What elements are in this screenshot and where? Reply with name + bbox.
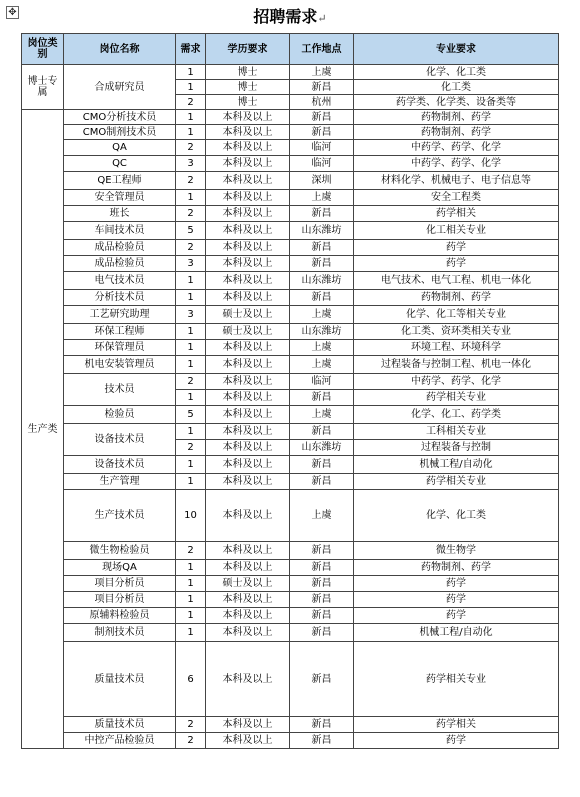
education-cell: 本科及以上 (206, 474, 290, 490)
position-name-cell: QA (64, 140, 176, 156)
count-cell: 1 (176, 125, 206, 140)
table-row (22, 125, 559, 140)
major-cell: 微生物学 (354, 542, 559, 560)
count-cell: 1 (176, 324, 206, 340)
position-name-cell: 机电安装管理员 (64, 356, 176, 374)
position-name-cell: 技术员 (64, 374, 176, 406)
education-cell: 本科及以上 (206, 172, 290, 190)
education-cell: 本科及以上 (206, 110, 290, 125)
table-row (22, 256, 559, 272)
count-cell: 1 (176, 356, 206, 374)
count-cell: 1 (176, 272, 206, 290)
location-cell: 新昌 (290, 474, 354, 490)
table-header-row (22, 34, 559, 65)
major-cell: 药学 (354, 240, 559, 256)
position-name-cell: 车间技术员 (64, 222, 176, 240)
header-major: 专业要求 (354, 34, 559, 65)
table-row (22, 240, 559, 256)
count-cell: 3 (176, 156, 206, 172)
position-name-cell: 设备技术员 (64, 456, 176, 474)
education-cell: 本科及以上 (206, 222, 290, 240)
major-cell: 化学、化工、药学类 (354, 406, 559, 424)
paragraph-mark-icon: ↵ (317, 12, 327, 25)
location-cell: 深圳 (290, 172, 354, 190)
major-cell: 药学 (354, 576, 559, 592)
location-cell: 新昌 (290, 624, 354, 642)
education-cell: 本科及以上 (206, 406, 290, 424)
major-cell: 化学、化工类 (354, 65, 559, 80)
location-cell: 杭州 (290, 95, 354, 110)
position-name-cell: 环保工程师 (64, 324, 176, 340)
major-cell: 药学类、化学类、设备类等 (354, 95, 559, 110)
major-cell: 化学、化工类 (354, 490, 559, 542)
table-row (22, 624, 559, 642)
count-cell: 2 (176, 206, 206, 222)
location-cell: 新昌 (290, 80, 354, 95)
location-cell: 新昌 (290, 125, 354, 140)
major-cell: 化工相关专业 (354, 222, 559, 240)
major-cell: 机械工程/自动化 (354, 456, 559, 474)
category-cell-doctor: 博士专属 (22, 65, 64, 110)
table-row (22, 206, 559, 222)
major-cell: 药学 (354, 733, 559, 749)
table-row (22, 272, 559, 290)
count-cell: 2 (176, 717, 206, 733)
count-cell: 1 (176, 560, 206, 576)
table-row (22, 306, 559, 324)
location-cell: 新昌 (290, 390, 354, 406)
education-cell: 本科及以上 (206, 272, 290, 290)
education-cell: 本科及以上 (206, 456, 290, 474)
location-cell: 新昌 (290, 256, 354, 272)
position-name-cell: QC (64, 156, 176, 172)
location-cell: 新昌 (290, 110, 354, 125)
count-cell: 2 (176, 440, 206, 456)
location-cell: 山东潍坊 (290, 324, 354, 340)
position-name-cell: 安全管理员 (64, 190, 176, 206)
position-name-cell: 合成研究员 (64, 65, 176, 110)
location-cell: 上虞 (290, 306, 354, 324)
location-cell: 新昌 (290, 608, 354, 624)
major-cell: 药学相关专业 (354, 474, 559, 490)
education-cell: 本科及以上 (206, 374, 290, 390)
position-name-cell: 设备技术员 (64, 424, 176, 456)
location-cell: 上虞 (290, 356, 354, 374)
count-cell: 2 (176, 172, 206, 190)
table-row (22, 290, 559, 306)
education-cell: 本科及以上 (206, 240, 290, 256)
education-cell: 博士 (206, 65, 290, 80)
location-cell: 新昌 (290, 592, 354, 608)
position-name-cell: 微生物检验员 (64, 542, 176, 560)
table-row (22, 642, 559, 717)
table-row (22, 592, 559, 608)
count-cell: 2 (176, 542, 206, 560)
education-cell: 本科及以上 (206, 592, 290, 608)
location-cell: 新昌 (290, 560, 354, 576)
position-name-cell: 工艺研究助理 (64, 306, 176, 324)
education-cell: 本科及以上 (206, 156, 290, 172)
position-name-cell: 环保管理员 (64, 340, 176, 356)
education-cell: 本科及以上 (206, 290, 290, 306)
header-position: 岗位名称 (64, 34, 176, 65)
position-name-cell: 质量技术员 (64, 642, 176, 717)
education-cell: 本科及以上 (206, 733, 290, 749)
count-cell: 1 (176, 340, 206, 356)
count-cell: 1 (176, 424, 206, 440)
major-cell: 药学 (354, 592, 559, 608)
major-cell: 化工类 (354, 80, 559, 95)
education-cell: 博士 (206, 95, 290, 110)
location-cell: 新昌 (290, 240, 354, 256)
header-education: 学历要求 (206, 34, 290, 65)
count-cell: 1 (176, 624, 206, 642)
education-cell: 本科及以上 (206, 560, 290, 576)
table-row (22, 110, 559, 125)
education-cell: 本科及以上 (206, 717, 290, 733)
count-cell: 1 (176, 474, 206, 490)
count-cell: 2 (176, 140, 206, 156)
count-cell: 2 (176, 733, 206, 749)
count-cell: 5 (176, 222, 206, 240)
table-row (22, 374, 559, 390)
education-cell: 硕士及以上 (206, 576, 290, 592)
position-name-cell: 现场QA (64, 560, 176, 576)
location-cell: 上虞 (290, 190, 354, 206)
position-name-cell: 电气技术员 (64, 272, 176, 290)
education-cell: 本科及以上 (206, 424, 290, 440)
major-cell: 中药学、药学、化学 (354, 140, 559, 156)
major-cell: 药物制剂、药学 (354, 290, 559, 306)
position-name-cell: 项目分析员 (64, 576, 176, 592)
education-cell: 硕士及以上 (206, 324, 290, 340)
position-name-cell: 生产技术员 (64, 490, 176, 542)
major-cell: 药学相关专业 (354, 642, 559, 717)
count-cell: 2 (176, 374, 206, 390)
table-row (22, 733, 559, 749)
education-cell: 本科及以上 (206, 440, 290, 456)
location-cell: 新昌 (290, 642, 354, 717)
count-cell: 1 (176, 110, 206, 125)
location-cell: 新昌 (290, 206, 354, 222)
header-count: 需求 (176, 34, 206, 65)
page-title-text: 招聘需求 (253, 7, 318, 26)
count-cell: 1 (176, 290, 206, 306)
location-cell: 上虞 (290, 490, 354, 542)
location-cell: 上虞 (290, 340, 354, 356)
table-move-handle-icon[interactable]: ✥ (6, 6, 19, 19)
location-cell: 新昌 (290, 424, 354, 440)
education-cell: 本科及以上 (206, 390, 290, 406)
education-cell: 本科及以上 (206, 624, 290, 642)
table-row (22, 717, 559, 733)
count-cell: 1 (176, 456, 206, 474)
table-body (22, 65, 559, 749)
major-cell: 安全工程类 (354, 190, 559, 206)
education-cell: 本科及以上 (206, 642, 290, 717)
count-cell: 1 (176, 190, 206, 206)
position-name-cell: 成品检验员 (64, 240, 176, 256)
major-cell: 药物制剂、药学 (354, 560, 559, 576)
count-cell: 2 (176, 95, 206, 110)
page-title (0, 4, 580, 27)
location-cell: 临河 (290, 374, 354, 390)
major-cell: 化学、化工等相关专业 (354, 306, 559, 324)
location-cell: 新昌 (290, 456, 354, 474)
count-cell: 1 (176, 65, 206, 80)
major-cell: 药学相关专业 (354, 390, 559, 406)
education-cell: 硕士及以上 (206, 306, 290, 324)
table-row (22, 406, 559, 424)
location-cell: 新昌 (290, 717, 354, 733)
location-cell: 临河 (290, 140, 354, 156)
count-cell: 1 (176, 80, 206, 95)
position-name-cell: 生产管理 (64, 474, 176, 490)
education-cell: 本科及以上 (206, 490, 290, 542)
location-cell: 新昌 (290, 542, 354, 560)
location-cell: 新昌 (290, 576, 354, 592)
major-cell: 中药学、药学、化学 (354, 156, 559, 172)
education-cell: 本科及以上 (206, 542, 290, 560)
education-cell: 本科及以上 (206, 190, 290, 206)
education-cell: 本科及以上 (206, 125, 290, 140)
table-row (22, 140, 559, 156)
position-name-cell: 质量技术员 (64, 717, 176, 733)
count-cell: 3 (176, 256, 206, 272)
position-name-cell: 班长 (64, 206, 176, 222)
table-row (22, 222, 559, 240)
position-name-cell: 原辅料检验员 (64, 608, 176, 624)
recruitment-table (21, 33, 559, 749)
location-cell: 山东潍坊 (290, 440, 354, 456)
table-row (22, 474, 559, 490)
major-cell: 药物制剂、药学 (354, 110, 559, 125)
major-cell: 中药学、药学、化学 (354, 374, 559, 390)
position-name-cell: 制剂技术员 (64, 624, 176, 642)
category-cell-production: 生产类 (22, 110, 64, 749)
position-name-cell: 分析技术员 (64, 290, 176, 306)
location-cell: 新昌 (290, 733, 354, 749)
major-cell: 机械工程/自动化 (354, 624, 559, 642)
position-name-cell: 项目分析员 (64, 592, 176, 608)
location-cell: 上虞 (290, 406, 354, 424)
count-cell: 1 (176, 608, 206, 624)
education-cell: 博士 (206, 80, 290, 95)
table-row (22, 608, 559, 624)
position-name-cell: 检验员 (64, 406, 176, 424)
table-row (22, 156, 559, 172)
education-cell: 本科及以上 (206, 608, 290, 624)
major-cell: 化工类、资环类相关专业 (354, 324, 559, 340)
position-name-cell: CMO分析技术员 (64, 110, 176, 125)
location-cell: 临河 (290, 156, 354, 172)
table-row (22, 356, 559, 374)
header-category: 岗位类别 (22, 34, 64, 65)
position-name-cell: CMO制剂技术员 (64, 125, 176, 140)
education-cell: 本科及以上 (206, 340, 290, 356)
major-cell: 药学相关 (354, 717, 559, 733)
major-cell: 过程装备与控制 (354, 440, 559, 456)
table-row (22, 490, 559, 542)
count-cell: 5 (176, 406, 206, 424)
count-cell: 1 (176, 592, 206, 608)
table-row (22, 560, 559, 576)
location-cell: 新昌 (290, 290, 354, 306)
table-row (22, 190, 559, 206)
table-row (22, 456, 559, 474)
major-cell: 环境工程、环境科学 (354, 340, 559, 356)
education-cell: 本科及以上 (206, 140, 290, 156)
location-cell: 上虞 (290, 65, 354, 80)
major-cell: 过程装备与控制工程、机电一体化 (354, 356, 559, 374)
major-cell: 药学 (354, 608, 559, 624)
header-location: 工作地点 (290, 34, 354, 65)
count-cell: 1 (176, 390, 206, 406)
position-name-cell: 中控产品检验员 (64, 733, 176, 749)
major-cell: 工科相关专业 (354, 424, 559, 440)
table-row (22, 324, 559, 340)
table-row (22, 542, 559, 560)
count-cell: 2 (176, 240, 206, 256)
location-cell: 山东潍坊 (290, 222, 354, 240)
table-row (22, 65, 559, 80)
education-cell: 本科及以上 (206, 206, 290, 222)
count-cell: 3 (176, 306, 206, 324)
table-row (22, 340, 559, 356)
table-row (22, 172, 559, 190)
count-cell: 6 (176, 642, 206, 717)
education-cell: 本科及以上 (206, 256, 290, 272)
major-cell: 电气技术、电气工程、机电一体化 (354, 272, 559, 290)
education-cell: 本科及以上 (206, 356, 290, 374)
table-row (22, 424, 559, 440)
position-name-cell: 成品检验员 (64, 256, 176, 272)
table-row (22, 576, 559, 592)
position-name-cell: QE工程师 (64, 172, 176, 190)
count-cell: 10 (176, 490, 206, 542)
major-cell: 药物制剂、药学 (354, 125, 559, 140)
major-cell: 药学 (354, 256, 559, 272)
count-cell: 1 (176, 576, 206, 592)
major-cell: 药学相关 (354, 206, 559, 222)
major-cell: 材料化学、机械电子、电子信息等 (354, 172, 559, 190)
location-cell: 山东潍坊 (290, 272, 354, 290)
